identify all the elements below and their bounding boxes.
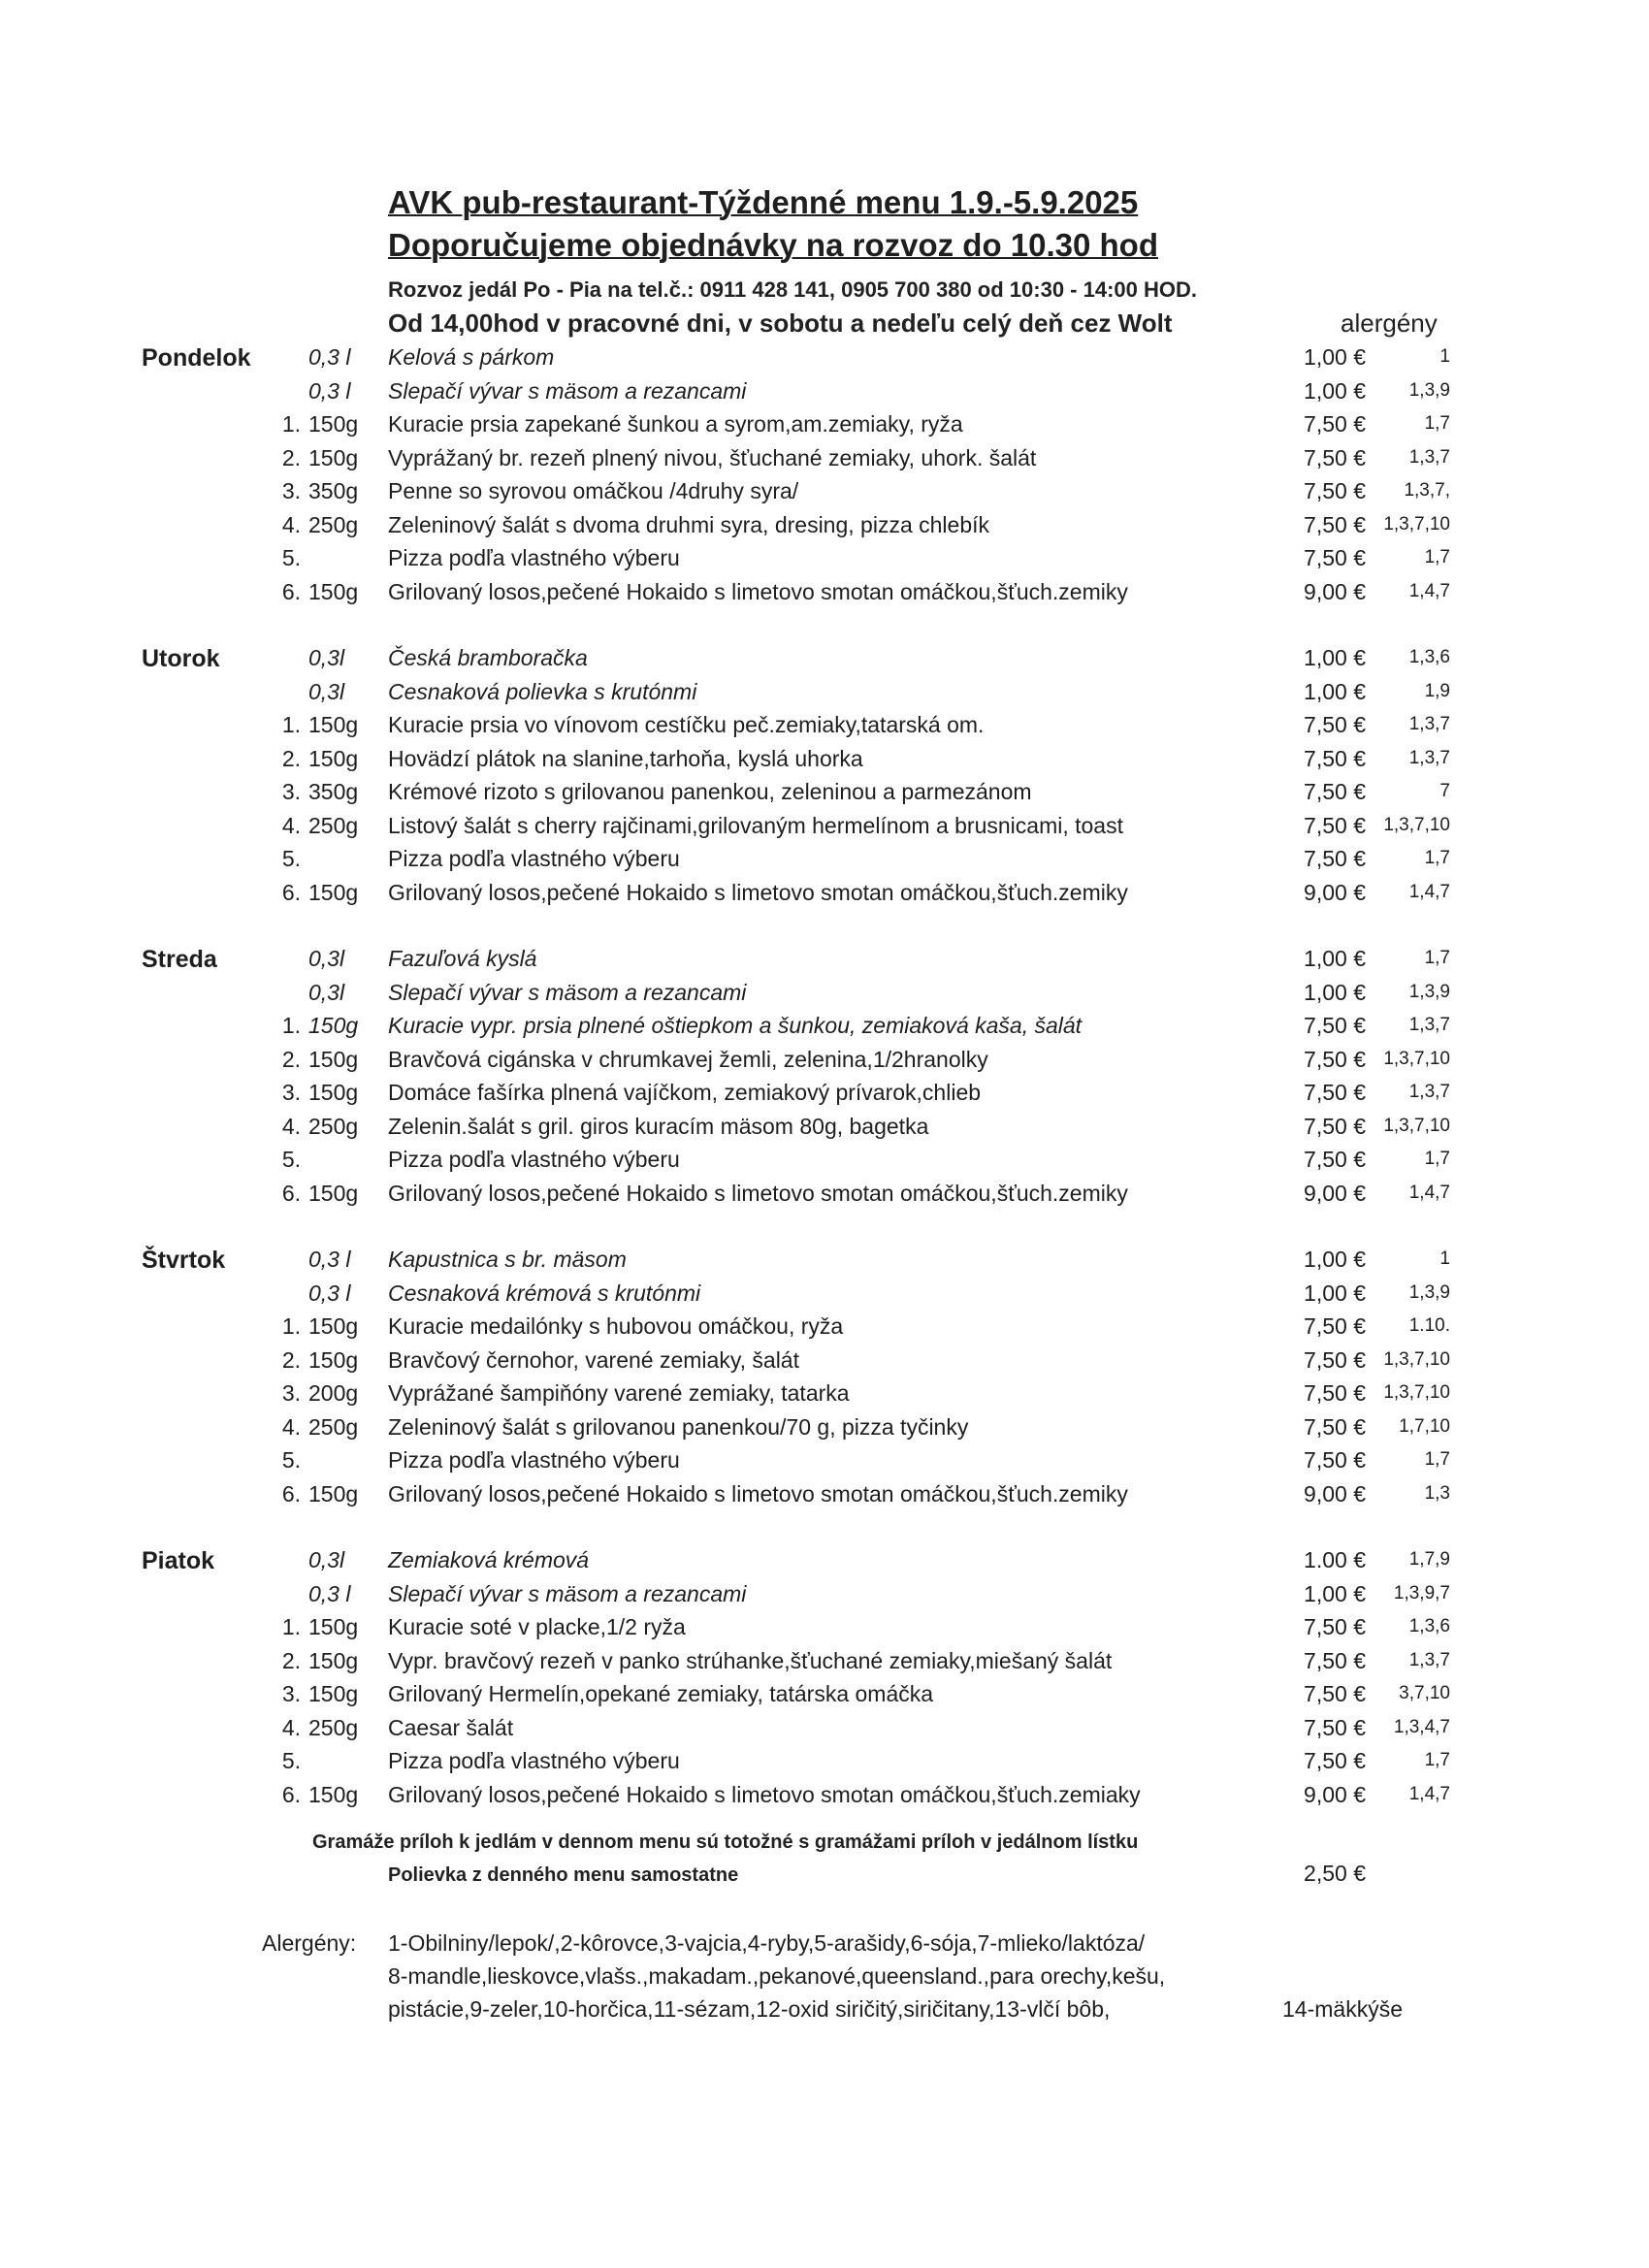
menu-row: [0, 1347, 1649, 1380]
item-allergens: 1,7,9: [1408, 1549, 1450, 1570]
item-number: 3.: [281, 478, 301, 503]
item-number: 2.: [281, 745, 301, 771]
item-allergens: 1,3,7: [1408, 1649, 1450, 1670]
item-number: 3.: [281, 1380, 301, 1406]
item-price: 7,50 €: [1304, 1380, 1366, 1406]
item-allergens: 1,3,7,10: [1383, 1048, 1450, 1069]
item-price: 7,50 €: [1304, 411, 1366, 437]
menu-row: [0, 779, 1649, 812]
item-allergens: 1,9: [1424, 680, 1450, 701]
menu-row: [0, 1313, 1649, 1346]
item-number: 2.: [281, 1346, 301, 1373]
dish-name: Pizza podľa vlastného výberu: [388, 545, 680, 570]
item-quantity: 150g: [308, 1046, 359, 1072]
dish-name: Vyprážané šampiňóny varené zemiaky, tatarka: [388, 1380, 850, 1406]
item-allergens: 1,3,6: [1408, 1616, 1450, 1636]
item-quantity: 150g: [308, 1647, 359, 1673]
item-number: 4.: [281, 1413, 301, 1440]
item-allergens: 1,4,7: [1408, 1182, 1450, 1203]
item-number: 5.: [281, 1447, 301, 1473]
item-price: 1,00 €: [1304, 979, 1366, 1005]
item-allergens: 1.10.: [1408, 1315, 1450, 1336]
dish-name: Slepačí vývar s mäsom a rezancami: [388, 1580, 747, 1606]
item-price: 7,50 €: [1304, 478, 1366, 503]
item-number: 6.: [281, 879, 301, 905]
menu-row: [0, 344, 1649, 377]
dish-name: Zeleninový šalát s grilovanou panenkou/70 g, pizza tyčinky: [388, 1413, 969, 1440]
item-quantity: 0,3 l: [308, 1280, 351, 1306]
item-price: 1,00 €: [1304, 344, 1366, 370]
item-price: 7,50 €: [1304, 1346, 1366, 1373]
day-name: Štvrtok: [142, 1247, 226, 1274]
item-allergens: 1,3,7: [1408, 714, 1450, 734]
item-allergens: 1,3,7,10: [1383, 814, 1450, 835]
item-quantity: 250g: [308, 1413, 359, 1440]
day-name: Utorok: [142, 645, 220, 672]
dish-name: Bravčový černohor, varené zemiaky, šalát: [388, 1346, 799, 1373]
day-name: Streda: [142, 946, 217, 973]
menu-row: [0, 1715, 1649, 1748]
menu-row: [0, 1147, 1649, 1180]
item-allergens: 1,7: [1424, 1149, 1450, 1169]
item-price: 1,00 €: [1304, 645, 1366, 670]
item-quantity: 0,3 l: [308, 377, 351, 404]
menu-row: [0, 746, 1649, 779]
item-number: 4.: [281, 1113, 301, 1139]
menu-row: [0, 1782, 1649, 1815]
item-quantity: 150g: [308, 712, 359, 737]
item-quantity: 0,3 l: [308, 1580, 351, 1606]
item-quantity: 250g: [308, 1113, 359, 1139]
item-number: 6.: [281, 1180, 301, 1206]
dish-name: Pizza podľa vlastného výberu: [388, 1447, 680, 1473]
item-allergens: 1,3,7,10: [1383, 1115, 1450, 1136]
item-quantity: 150g: [308, 1080, 359, 1105]
menu-row: [0, 411, 1649, 444]
item-quantity: 150g: [308, 879, 359, 905]
item-allergens: 1,3,7: [1408, 747, 1450, 768]
item-number: 5.: [281, 545, 301, 570]
menu-row: [0, 1013, 1649, 1046]
dish-name: Pizza podľa vlastného výberu: [388, 1748, 680, 1773]
item-allergens: 1,3,4,7: [1393, 1716, 1450, 1737]
item-number: 3.: [281, 779, 301, 804]
day-name: Piatok: [142, 1547, 215, 1574]
dish-name: Grilovaný losos,pečené Hokaido s limetovo smotan omáčkou,šťuch.zemiky: [388, 1180, 1128, 1206]
item-price: 7,50 €: [1304, 511, 1366, 537]
item-allergens: 1,7: [1424, 1750, 1450, 1770]
item-quantity: 150g: [308, 1781, 359, 1807]
item-price: 7,50 €: [1304, 1046, 1366, 1072]
delivery-info: Rozvoz jedál Po - Pia na tel.č.: 0911 428 141, 0905 700 380 od 10:30 - 14:00 HOD.: [388, 277, 1197, 302]
dish-name: Zelenin.šalát s gril. giros kuracím mäsom 80g, bagetka: [388, 1113, 929, 1139]
item-quantity: 0,3l: [308, 645, 345, 670]
item-price: 9,00 €: [1304, 1781, 1366, 1807]
item-quantity: 150g: [308, 1180, 359, 1206]
menu-row: [0, 679, 1649, 712]
item-allergens: 1,7,10: [1399, 1415, 1450, 1437]
item-allergens: 1,3,7,10: [1383, 1348, 1450, 1370]
menu-row: [0, 445, 1649, 478]
menu-row: [0, 1748, 1649, 1781]
item-price: 1,00 €: [1304, 1280, 1366, 1306]
item-quantity: 0,3l: [308, 678, 345, 704]
item-allergens: 1,3,9: [1408, 981, 1450, 1002]
item-number: 2.: [281, 1647, 301, 1673]
soup-alone-label: Polievka z denného menu samostatne: [388, 1864, 739, 1886]
item-price: 1,00 €: [1304, 946, 1366, 971]
menu-row: [0, 1648, 1649, 1681]
menu-row: [0, 712, 1649, 745]
item-allergens: 1,7: [1424, 848, 1450, 868]
item-allergens: 1,3,7: [1408, 1082, 1450, 1102]
item-price: 7,50 €: [1304, 812, 1366, 838]
dish-name: Grilovaný losos,pečené Hokaido s limetovo smotan omáčkou,šťuch.zemiaky: [388, 1781, 1141, 1807]
item-price: 7,50 €: [1304, 1714, 1366, 1740]
item-price: 9,00 €: [1304, 1480, 1366, 1507]
item-price: 7,50 €: [1304, 846, 1366, 871]
menu-row: [0, 1080, 1649, 1113]
dish-name: Krémové rizoto s grilovanou panenkou, zeleninou a parmezánom: [388, 779, 1032, 804]
item-price: 1,00 €: [1304, 377, 1366, 404]
menu-row: [0, 1114, 1649, 1147]
item-allergens: 1,3,7,10: [1383, 1382, 1450, 1403]
menu-row: [0, 1614, 1649, 1647]
item-allergens: 1,3,9: [1408, 379, 1450, 401]
dish-name: Hovädzí plátok na slanine,tarhoňa, kyslá uhorka: [388, 745, 863, 771]
item-quantity: 150g: [308, 1346, 359, 1373]
menu-row: [0, 579, 1649, 612]
item-quantity: 250g: [308, 812, 359, 838]
item-number: 2.: [281, 1046, 301, 1072]
menu-row: [0, 1247, 1649, 1280]
dish-name: Listový šalát s cherry rajčinami,grilovaným hermelínom a brusnicami, toast: [388, 812, 1123, 838]
item-allergens: 1,3,7: [1408, 1015, 1450, 1035]
menu-row: [0, 1447, 1649, 1480]
item-quantity: 200g: [308, 1380, 359, 1406]
item-quantity: 0,3l: [308, 946, 345, 971]
allergen-legend-line: 8-mandle,lieskovce,vlašs.,makadam.,pekanové,queensland.,para orechy,kešu,: [388, 1963, 1166, 1989]
item-price: 7,50 €: [1304, 712, 1366, 737]
item-price: 9,00 €: [1304, 578, 1366, 604]
item-price: 1,00 €: [1304, 1247, 1366, 1272]
dish-name: Zemiaková krémová: [388, 1547, 590, 1572]
dish-name: Slepačí vývar s mäsom a rezancami: [388, 377, 747, 404]
dish-name: Pizza podľa vlastného výberu: [388, 846, 680, 871]
item-number: 1.: [281, 1614, 301, 1639]
menu-row: [0, 1047, 1649, 1080]
allergen-legend-line: pistácie,9-zeler,10-horčica,11-sézam,12-oxid siričitý,siričitany,13-vlčí bôb,: [388, 1996, 1111, 2022]
item-price: 1,00 €: [1304, 678, 1366, 704]
item-number: 5.: [281, 1748, 301, 1773]
item-price: 7,50 €: [1304, 444, 1366, 470]
dish-name: Slepačí vývar s mäsom a rezancami: [388, 979, 747, 1005]
item-allergens: 1,7: [1424, 547, 1450, 567]
item-price: 7,50 €: [1304, 1113, 1366, 1139]
menu-row: [0, 1380, 1649, 1413]
item-price: 7,50 €: [1304, 779, 1366, 804]
item-allergens: 1,4,7: [1408, 881, 1450, 902]
menu-row: [0, 1547, 1649, 1580]
item-price: 7,50 €: [1304, 545, 1366, 570]
menu-row: [0, 512, 1649, 545]
item-number: 5.: [281, 846, 301, 871]
dish-name: Vypr. bravčový rezeň v panko strúhanke,šťuchané zemiaky,miešaný šalát: [388, 1647, 1113, 1673]
menu-row: [0, 880, 1649, 913]
dish-name: Kuracie vypr. prsia plnené oštiepkom a šunkou, zemiaková kaša, šalát: [388, 1013, 1083, 1038]
item-price: 7,50 €: [1304, 1013, 1366, 1038]
dish-name: Fazuľová kyslá: [388, 946, 537, 971]
item-quantity: 150g: [308, 1013, 359, 1038]
item-price: 7,50 €: [1304, 1313, 1366, 1339]
item-allergens: 7: [1439, 781, 1450, 801]
menu-row: [0, 1181, 1649, 1214]
dish-name: Penne so syrovou omáčkou /4druhy syra/: [388, 478, 799, 503]
soup-alone-price: 2,50 €: [1304, 1861, 1366, 1886]
item-allergens: 1,3,7,: [1404, 480, 1450, 501]
item-price: 7,50 €: [1304, 1681, 1366, 1706]
dish-name: Cesnaková polievka s krutónmi: [388, 678, 697, 704]
item-quantity: 150g: [308, 578, 359, 604]
dish-name: Kuracie prsia vo vínovom cestíčku peč.zemiaky,tatarská om.: [388, 712, 985, 737]
menu-row: [0, 1481, 1649, 1514]
menu-row: [0, 645, 1649, 678]
item-price: 9,00 €: [1304, 879, 1366, 905]
dish-name: Kapustnica s br. mäsom: [388, 1247, 627, 1272]
item-quantity: 350g: [308, 478, 359, 503]
dish-name: Grilovaný losos,pečené Hokaido s limetovo smotan omáčkou,šťuch.zemiky: [388, 578, 1128, 604]
dish-name: Vyprážaný br. rezeň plnený nivou, šťuchané zemiaky, uhork. šalát: [388, 444, 1037, 470]
item-quantity: 250g: [308, 1714, 359, 1740]
dish-name: Bravčová cigánska v chrumkavej žemli, zelenina,1/2hranolky: [388, 1046, 988, 1072]
item-quantity: 250g: [308, 511, 359, 537]
menu-row: [0, 813, 1649, 846]
item-number: 6.: [281, 1480, 301, 1507]
item-allergens: 1,7: [1424, 413, 1450, 434]
item-quantity: 350g: [308, 779, 359, 804]
item-number: 6.: [281, 578, 301, 604]
item-number: 1.: [281, 411, 301, 437]
dish-name: Kuracie soté v placke,1/2 ryža: [388, 1614, 686, 1639]
item-number: 1.: [281, 1313, 301, 1339]
item-allergens: 1,3,9,7: [1393, 1582, 1450, 1604]
item-allergens: 1,3,7: [1408, 446, 1450, 468]
dish-name: Domáce fašírka plnená vajíčkom, zemiakový prívarok,chlieb: [388, 1080, 982, 1105]
dish-name: Pizza podľa vlastného výberu: [388, 1147, 680, 1172]
dish-name: Cesnaková krémová s krutónmi: [388, 1280, 701, 1306]
item-number: 4.: [281, 511, 301, 537]
dish-name: Kuracie medailónky s hubovou omáčkou, ryža: [388, 1313, 844, 1339]
dish-name: Grilovaný Hermelín,opekané zemiaky, tatárska omáčka: [388, 1681, 934, 1706]
dish-name: Grilovaný losos,pečené Hokaido s limetovo smotan omáčkou,šťuch.zemiky: [388, 1480, 1128, 1507]
dish-name: Grilovaný losos,pečené Hokaido s limetovo smotan omáčkou,šťuch.zemiky: [388, 879, 1128, 905]
allergen-legend-line: 1-Obilniny/lepok/,2-kôrovce,3-vajcia,4-ryby,5-arašidy,6-sója,7-mlieko/laktóza/: [388, 1930, 1146, 1956]
menu-row: [0, 378, 1649, 411]
item-allergens: 3,7,10: [1399, 1683, 1450, 1703]
dish-name: Kelová s párkom: [388, 344, 555, 370]
item-quantity: 150g: [308, 1681, 359, 1706]
item-price: 1.00 €: [1304, 1547, 1366, 1572]
menu-row: [0, 545, 1649, 578]
dish-name: Caesar šalát: [388, 1714, 514, 1740]
item-quantity: 0,3l: [308, 1547, 345, 1572]
item-price: 7,50 €: [1304, 745, 1366, 771]
item-quantity: 150g: [308, 745, 359, 771]
dish-name: Kuracie prsia zapekané šunkou a syrom,am.zemiaky, ryža: [388, 411, 963, 437]
item-number: 6.: [281, 1781, 301, 1807]
item-price: 7,50 €: [1304, 1413, 1366, 1440]
item-allergens: 1,3,6: [1408, 647, 1450, 667]
item-allergens: 1,7: [1424, 948, 1450, 968]
menu-row: [0, 980, 1649, 1013]
item-allergens: 1,4,7: [1408, 1783, 1450, 1804]
item-allergens: 1,3: [1424, 1482, 1450, 1504]
item-allergens: 1,7: [1424, 1449, 1450, 1470]
item-quantity: 0,3 l: [308, 1247, 351, 1272]
item-quantity: 0,3l: [308, 979, 345, 1005]
day-name: Pondelok: [142, 344, 251, 372]
portion-note: Gramáže príloh k jedlám v dennom menu sú totožné s gramážami príloh v jedálnom lístku: [312, 1831, 1139, 1853]
menu-title: AVK pub-restaurant-Týždenné menu 1.9.-5.9.2025: [388, 184, 1139, 220]
item-price: 9,00 €: [1304, 1180, 1366, 1206]
item-number: 3.: [281, 1681, 301, 1706]
item-price: 1,00 €: [1304, 1580, 1366, 1606]
dish-name: Česká bramboračka: [388, 645, 588, 670]
item-price: 7,50 €: [1304, 1748, 1366, 1773]
menu-row: [0, 946, 1649, 979]
item-price: 7,50 €: [1304, 1447, 1366, 1473]
menu-subtitle: Doporučujeme objednávky na rozvoz do 10.30 hod: [388, 227, 1158, 263]
item-allergens: 1: [1439, 346, 1450, 367]
item-price: 7,50 €: [1304, 1080, 1366, 1105]
item-number: 1.: [281, 712, 301, 737]
item-quantity: 0,3 l: [308, 344, 351, 370]
item-number: 1.: [281, 1013, 301, 1038]
item-quantity: 150g: [308, 1313, 359, 1339]
item-allergens: 1,3,9: [1408, 1281, 1450, 1303]
item-quantity: 150g: [308, 1614, 359, 1639]
wolt-info: Od 14,00hod v pracovné dni, v sobotu a nedeľu celý deň cez Wolt: [388, 308, 1173, 338]
menu-row: [0, 478, 1649, 511]
item-allergens: 1,3,7,10: [1383, 513, 1450, 535]
item-number: 4.: [281, 812, 301, 838]
item-price: 7,50 €: [1304, 1614, 1366, 1639]
item-number: 3.: [281, 1080, 301, 1105]
item-allergens: 1,4,7: [1408, 580, 1450, 601]
allergen-legend-label: Alergény:: [262, 1930, 357, 1956]
item-allergens: 1: [1439, 1248, 1450, 1269]
menu-row: [0, 1581, 1649, 1614]
menu-row: [0, 846, 1649, 879]
dish-name: Zeleninový šalát s dvoma druhmi syra, dresing, pizza chlebík: [388, 511, 990, 537]
item-number: 2.: [281, 444, 301, 470]
allergen-legend-extra: 14-mäkkýše: [1282, 1996, 1403, 2022]
item-price: 7,50 €: [1304, 1647, 1366, 1673]
item-number: 4.: [281, 1714, 301, 1740]
allergens-heading: alergény: [1341, 308, 1438, 338]
menu-row: [0, 1681, 1649, 1714]
item-quantity: 150g: [308, 444, 359, 470]
item-price: 7,50 €: [1304, 1147, 1366, 1172]
item-quantity: 150g: [308, 411, 359, 437]
menu-row: [0, 1280, 1649, 1313]
item-number: 5.: [281, 1147, 301, 1172]
item-quantity: 150g: [308, 1480, 359, 1507]
menu-row: [0, 1414, 1649, 1447]
